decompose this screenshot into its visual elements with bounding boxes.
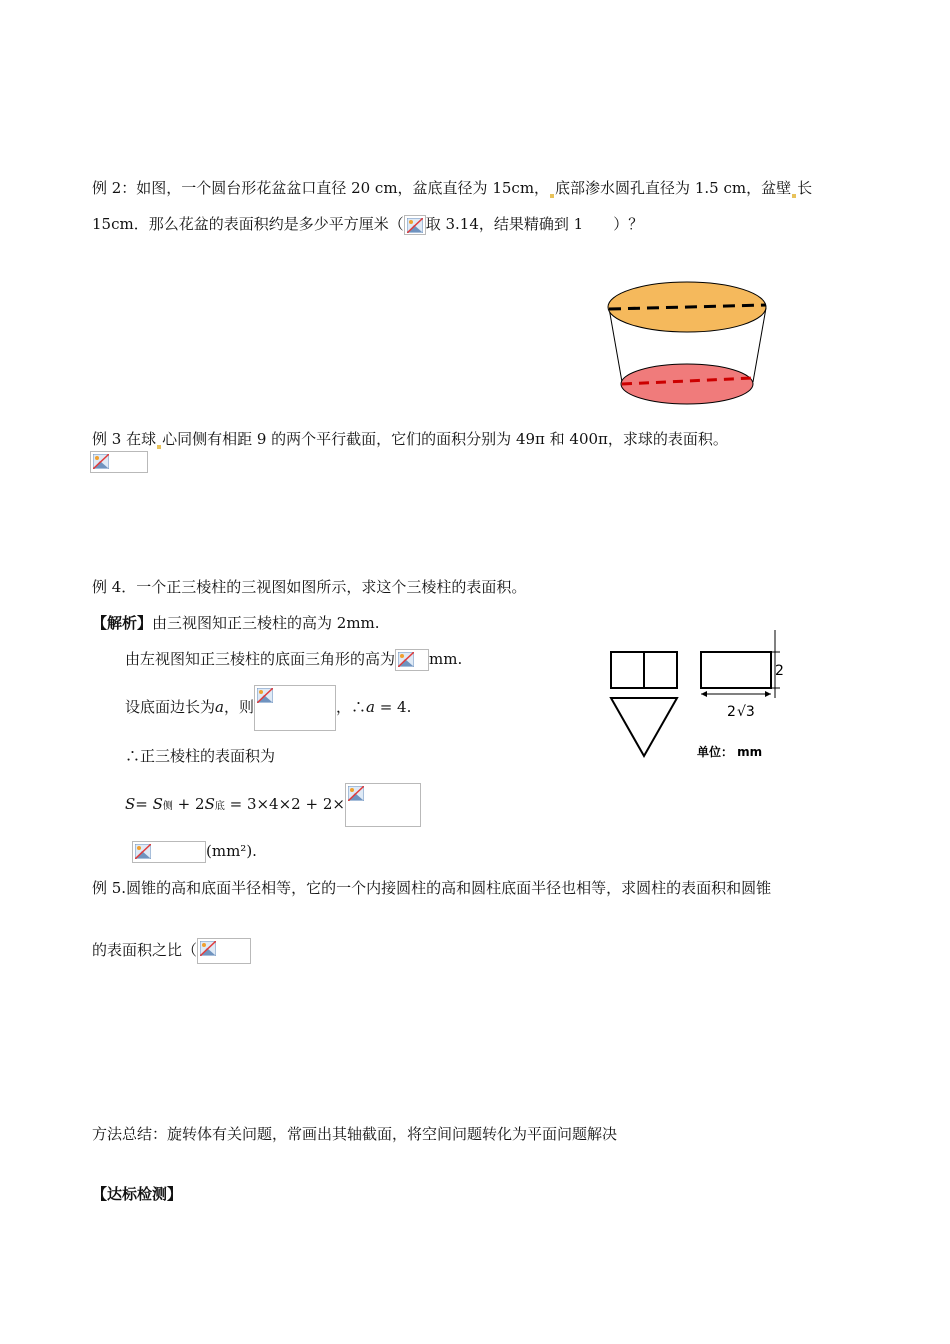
ex2-line1-c: 长 [797, 179, 813, 197]
ex4-jiexi [92, 613, 380, 633]
ex4-line-a-text: 由左视图知正三棱柱的底面三角形的高为 [125, 650, 396, 668]
formula-rest: = 3×4×2 + 2× [224, 795, 345, 813]
ex4-line-c: ∴正三棱柱的表面积为 [125, 747, 276, 765]
ex4-line-a-unit: mm. [429, 650, 463, 668]
ratio-image-icon [197, 938, 251, 964]
ex4-line-a [125, 649, 462, 671]
dim-arrow-left [701, 691, 707, 697]
dim-label-sqrt3: √3 [737, 704, 755, 720]
formula-S2: S [152, 795, 163, 813]
three-views-figure [605, 630, 795, 765]
ex4-line-b [125, 684, 411, 731]
var-a-2: a [366, 698, 375, 716]
dim-arrow-right [765, 691, 771, 697]
jiexi-label: 【解析】 [92, 614, 153, 632]
ex2-line2-b: 取 3.14，结果精确到 1 ）？ [425, 215, 644, 233]
formula-sub2: 底 [214, 801, 225, 812]
ex3-image-placeholder [90, 451, 148, 473]
ex4-formula [125, 782, 421, 829]
ex3-line [92, 429, 728, 449]
method-summary: 方法总结：旋转体有关问题，常画出其轴截面，将空间问题转化为平面问题解决 [92, 1125, 618, 1143]
ex4-result [132, 841, 257, 863]
dim-label-2root3: 2 [727, 704, 736, 720]
ex4-title: 例 4．一个正三棱柱的三视图如图所示，求这个三棱柱的表面积。 [92, 578, 527, 596]
ex2-line2-a: 15cm．那么花盆的表面积约是多少平方厘米（ [92, 215, 404, 233]
top-view-triangle [611, 698, 677, 756]
ex3-text-b: 心同侧有相距 9 的两个平行截面，它们的面积分别为 49π 和 400π，求球的表面积。 [162, 430, 728, 448]
var-a: a [215, 698, 224, 716]
ex5-line2 [92, 938, 251, 964]
ex5-line2-text: 的表面积之比（ [92, 941, 198, 959]
ex3-text-a: 例 3 在球 [92, 430, 157, 448]
ex2-line1-a: 例 2：如图，一个圆台形花盆盆口直径 20 cm，盆底直径为 15cm， [92, 179, 550, 197]
result-unit: (mm²). [206, 842, 257, 860]
formula-sub1: 侧 [162, 801, 173, 812]
frustum-figure [600, 280, 775, 410]
ex2-line1 [92, 178, 812, 198]
ex5-line1: 例 5.圆锥的高和底面半径相等，它的一个内接圆柱的高和圆柱底面半径也相等，求圆柱的表面积和圆锥 [92, 879, 772, 897]
highlight-mark-icon [550, 194, 554, 198]
ex4-line-b-b: ，则 [223, 698, 254, 716]
pi-image-icon [404, 215, 426, 235]
formula-image-icon [345, 783, 421, 827]
ex2-line1-b: 底部渗水圆孔直径为 1.5 cm，盆壁 [555, 179, 792, 197]
formula-S3: S [204, 795, 215, 813]
formula-S: S [125, 795, 136, 813]
ex4-line-b-c: ，∴ [335, 698, 366, 716]
ex4-line-b-a: 设底面边长为 [125, 698, 216, 716]
side-view-rect [701, 652, 771, 688]
unit-label: 单位： mm [697, 745, 763, 759]
height-image-icon [395, 649, 429, 671]
highlight-mark-icon [157, 445, 161, 449]
equation-image-icon [254, 685, 336, 731]
jiexi-text: 由三视图知正三棱柱的高为 2mm. [152, 614, 380, 632]
ex4-line-b-e: = 4. [374, 698, 412, 716]
section-title: 【达标检测】 [92, 1185, 183, 1203]
highlight-mark-icon [792, 194, 796, 198]
formula-plus: + 2 [172, 795, 205, 813]
dim-label-2: 2 [775, 663, 784, 679]
result-image-icon [132, 841, 206, 863]
formula-eq: = [135, 795, 153, 813]
ex2-line2 [92, 214, 643, 235]
